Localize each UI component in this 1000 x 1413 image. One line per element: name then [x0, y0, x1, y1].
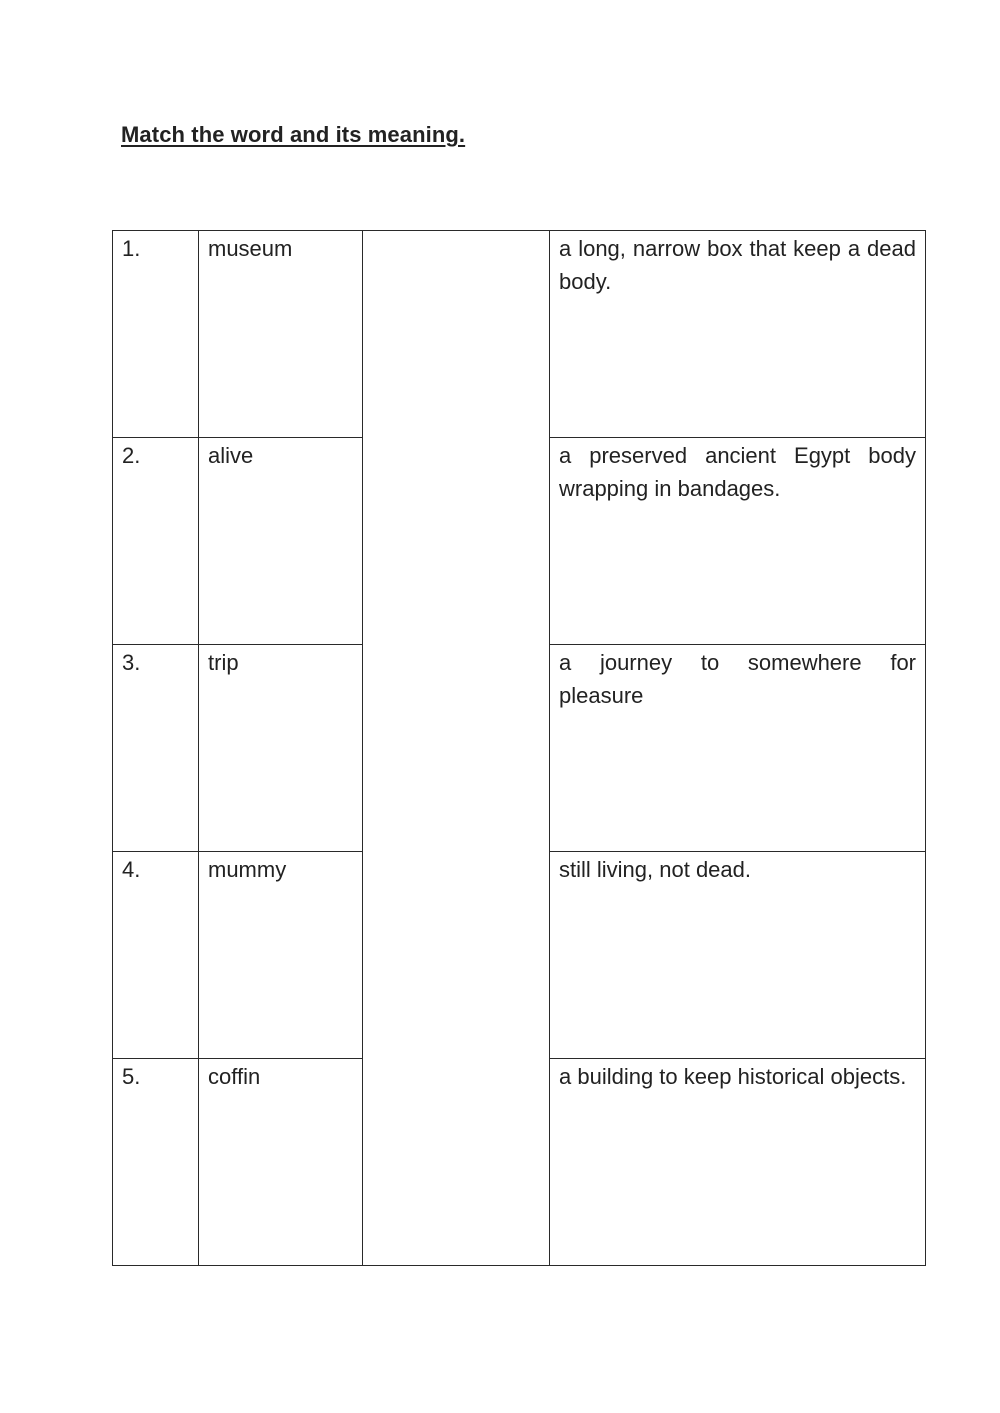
item-number: 1.: [122, 236, 141, 261]
number-cell: [113, 1059, 199, 1266]
definition-cell: [550, 852, 926, 1059]
word-cell: [199, 645, 363, 852]
word-cell: [199, 852, 363, 1059]
item-number: 3.: [122, 650, 141, 675]
definition-text: a long, narrow box that keep a dead body.: [559, 236, 916, 294]
word-cell: [199, 438, 363, 645]
definition-cell: [550, 645, 926, 852]
vocabulary-word: museum: [208, 236, 293, 261]
definition-text: a building to keep historical objects.: [559, 1064, 907, 1089]
matching-area[interactable]: [363, 231, 550, 1266]
definition-text: a preserved ancient Egypt body wrapping in bandages.: [559, 443, 916, 501]
worksheet-title: Match the word and its meaning.: [121, 122, 466, 147]
definition-cell: [550, 438, 926, 645]
definition-text: a journey to somewhere for pleasure: [559, 650, 916, 708]
definition-cell: [550, 1059, 926, 1266]
vocabulary-word: coffin: [208, 1064, 261, 1089]
vocabulary-word: mummy: [208, 857, 287, 882]
number-cell: [113, 852, 199, 1059]
definition-text: still living, not dead.: [559, 857, 751, 882]
item-number: 2.: [122, 443, 141, 468]
number-cell: [113, 645, 199, 852]
number-cell: [113, 231, 199, 438]
table-row: [113, 231, 926, 438]
item-number: 5.: [122, 1064, 141, 1089]
word-cell: [199, 231, 363, 438]
definition-cell: [550, 231, 926, 438]
vocabulary-word: trip: [208, 650, 239, 675]
word-cell: [199, 1059, 363, 1266]
matching-table: [112, 230, 926, 1266]
number-cell: [113, 438, 199, 645]
item-number: 4.: [122, 857, 141, 882]
vocabulary-word: alive: [208, 443, 254, 468]
